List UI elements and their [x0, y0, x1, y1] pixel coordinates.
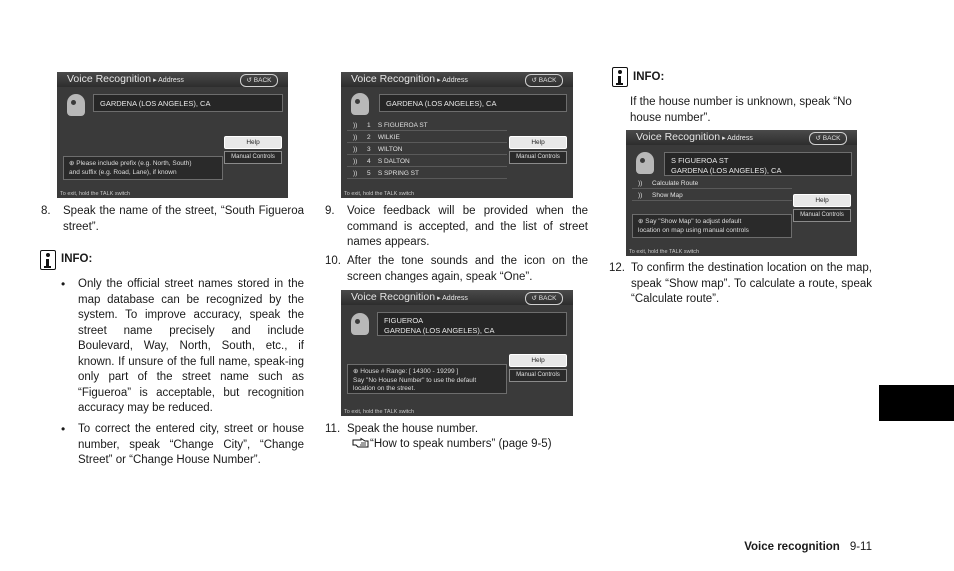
- list-item[interactable]: )) 4 S DALTON: [347, 156, 507, 167]
- back-button[interactable]: ↺ BACK: [809, 132, 847, 145]
- step-text: Speak the house number.: [347, 423, 479, 435]
- screenshot-house-number: [341, 290, 573, 416]
- address-field: [377, 312, 567, 336]
- talk-hint: To exit, hold the TALK switch: [344, 191, 415, 197]
- speaker-head-icon: [67, 94, 85, 116]
- screenshot-street-name: [57, 72, 288, 198]
- step-11: [325, 422, 588, 438]
- section-name: Voice recognition: [744, 541, 840, 553]
- talk-hint: To exit, hold the TALK switch: [60, 191, 131, 197]
- speaker-head-icon: [636, 152, 654, 174]
- info-line: location on the street.: [353, 385, 416, 392]
- voice-icon: )): [638, 192, 643, 199]
- info-line: and suffix (e.g. Road, Lane), if known: [69, 168, 177, 176]
- info-heading: INFO:: [633, 71, 665, 83]
- page-reference[interactable]: [352, 437, 552, 453]
- info-bullet: [61, 422, 304, 469]
- info-line: ⊕ House # Range: [ 14300 - 19299 ]: [353, 368, 459, 375]
- info-text: If the house number is unknown, speak “No house number”.: [630, 96, 852, 124]
- bullet-dot: •: [61, 422, 66, 436]
- voice-icon: )): [353, 158, 358, 165]
- help-button[interactable]: Help: [224, 136, 282, 149]
- info-heading: INFO:: [61, 253, 93, 265]
- back-button[interactable]: ↺ BACK: [240, 74, 278, 87]
- help-button[interactable]: Help: [793, 194, 851, 207]
- help-button[interactable]: Help: [509, 136, 567, 149]
- info-message: [63, 156, 223, 180]
- screen-title: Voice Recognition ▸ Address: [67, 73, 184, 85]
- voice-icon: )): [353, 122, 358, 129]
- step-number: 10.: [325, 255, 341, 267]
- step-10: [325, 254, 588, 285]
- list-item[interactable]: )) 5 S SPRING ST: [347, 168, 507, 179]
- page-footer: [744, 541, 872, 553]
- step-text: Voice feedback will be provided when the command is accepted, and the list of street names appears.: [347, 205, 588, 248]
- info-line: ⊕ Say "Show Map" to adjust default: [638, 218, 742, 225]
- address-line: GARDENA (LOS ANGELES), CA: [384, 326, 495, 335]
- screen-title: Voice Recognition ▸ Address: [636, 131, 753, 143]
- back-button[interactable]: ↺ BACK: [525, 74, 563, 87]
- help-button[interactable]: Help: [509, 354, 567, 367]
- talk-hint: To exit, hold the TALK switch: [629, 249, 700, 255]
- address-field: [664, 152, 852, 176]
- voice-icon: )): [638, 180, 643, 187]
- step-12: [609, 261, 872, 308]
- step-9: [325, 204, 588, 251]
- address-field: GARDENA (LOS ANGELES), CA: [93, 94, 283, 112]
- menu-item-calculate-route[interactable]: )) Calculate Route: [632, 178, 792, 189]
- bullet-text: Only the official street names stored in the map database can be recognized by the system. To improve accuracy, speak the street name precisely and include Boulevard, Way, North, South, etc., if known. If unsure of the full name, speak-ing only part of the street name such as “Figueroa” is acceptable, but recognition accuracy may be reduced.: [78, 278, 304, 414]
- screen-title: Voice Recognition ▸ Address: [351, 73, 468, 85]
- info-line: location on map using manual controls: [638, 226, 749, 234]
- list-item[interactable]: )) 2 WILKIE: [347, 132, 507, 143]
- screenshot-street-list: [341, 72, 573, 198]
- step-text: After the tone sounds and the icon on the screen changes again, speak “One”.: [347, 255, 588, 283]
- info-message: [632, 214, 792, 238]
- bullet-dot: •: [61, 277, 66, 291]
- manual-controls-button[interactable]: Manual Controls: [509, 369, 567, 382]
- manual-controls-button[interactable]: Manual Controls: [224, 151, 282, 164]
- speaker-head-icon: [351, 313, 369, 335]
- address-line: S FIGUEROA ST: [671, 156, 729, 165]
- list-item[interactable]: )) 3 WILTON: [347, 144, 507, 155]
- info-line: ⊕ Please include prefix (e.g. North, South): [69, 160, 192, 167]
- info-icon: [40, 250, 56, 270]
- step-8: [41, 204, 304, 235]
- reference-text: “How to speak numbers” (page 9-5): [370, 438, 552, 450]
- info-bullet: [61, 277, 304, 417]
- info-icon: [612, 67, 628, 87]
- step-number: 9.: [325, 205, 335, 217]
- step-number: 12.: [609, 262, 625, 274]
- pointing-hand-icon: [352, 437, 370, 448]
- address-line: GARDENA (LOS ANGELES), CA: [671, 166, 782, 175]
- screen-title: Voice Recognition ▸ Address: [351, 291, 468, 303]
- bullet-text: To correct the entered city, street or house number, speak “Change City”, “Change Street” or “Change House Number”.: [78, 423, 304, 466]
- manual-controls-button[interactable]: Manual Controls: [509, 151, 567, 164]
- manual-controls-button[interactable]: Manual Controls: [793, 209, 851, 222]
- address-line: FIGUEROA: [384, 316, 424, 325]
- list-item[interactable]: )) 1 S FIGUEROA ST: [347, 120, 507, 131]
- step-text: Speak the name of the street, “South Figueroa street”.: [63, 205, 304, 233]
- speaker-head-icon: [351, 93, 369, 115]
- step-number: 8.: [41, 205, 51, 217]
- info-message: [347, 364, 507, 394]
- address-field: GARDENA (LOS ANGELES), CA: [379, 94, 567, 112]
- page-number: 9-11: [849, 541, 872, 553]
- voice-icon: )): [353, 170, 358, 177]
- screenshot-confirm-destination: [626, 130, 857, 256]
- step-text: To confirm the destination location on the map, speak “Show map”. To calculate a route, speak “Calculate route”.: [631, 262, 872, 305]
- menu-item-show-map[interactable]: )) Show Map: [632, 190, 792, 201]
- voice-icon: )): [353, 146, 358, 153]
- info-line: Say "No House Number" to use the default: [353, 376, 477, 384]
- step-number: 11.: [325, 423, 341, 435]
- back-button[interactable]: ↺ BACK: [525, 292, 563, 305]
- voice-icon: )): [353, 134, 358, 141]
- talk-hint: To exit, hold the TALK switch: [344, 409, 415, 415]
- section-thumb-tab: [879, 385, 954, 421]
